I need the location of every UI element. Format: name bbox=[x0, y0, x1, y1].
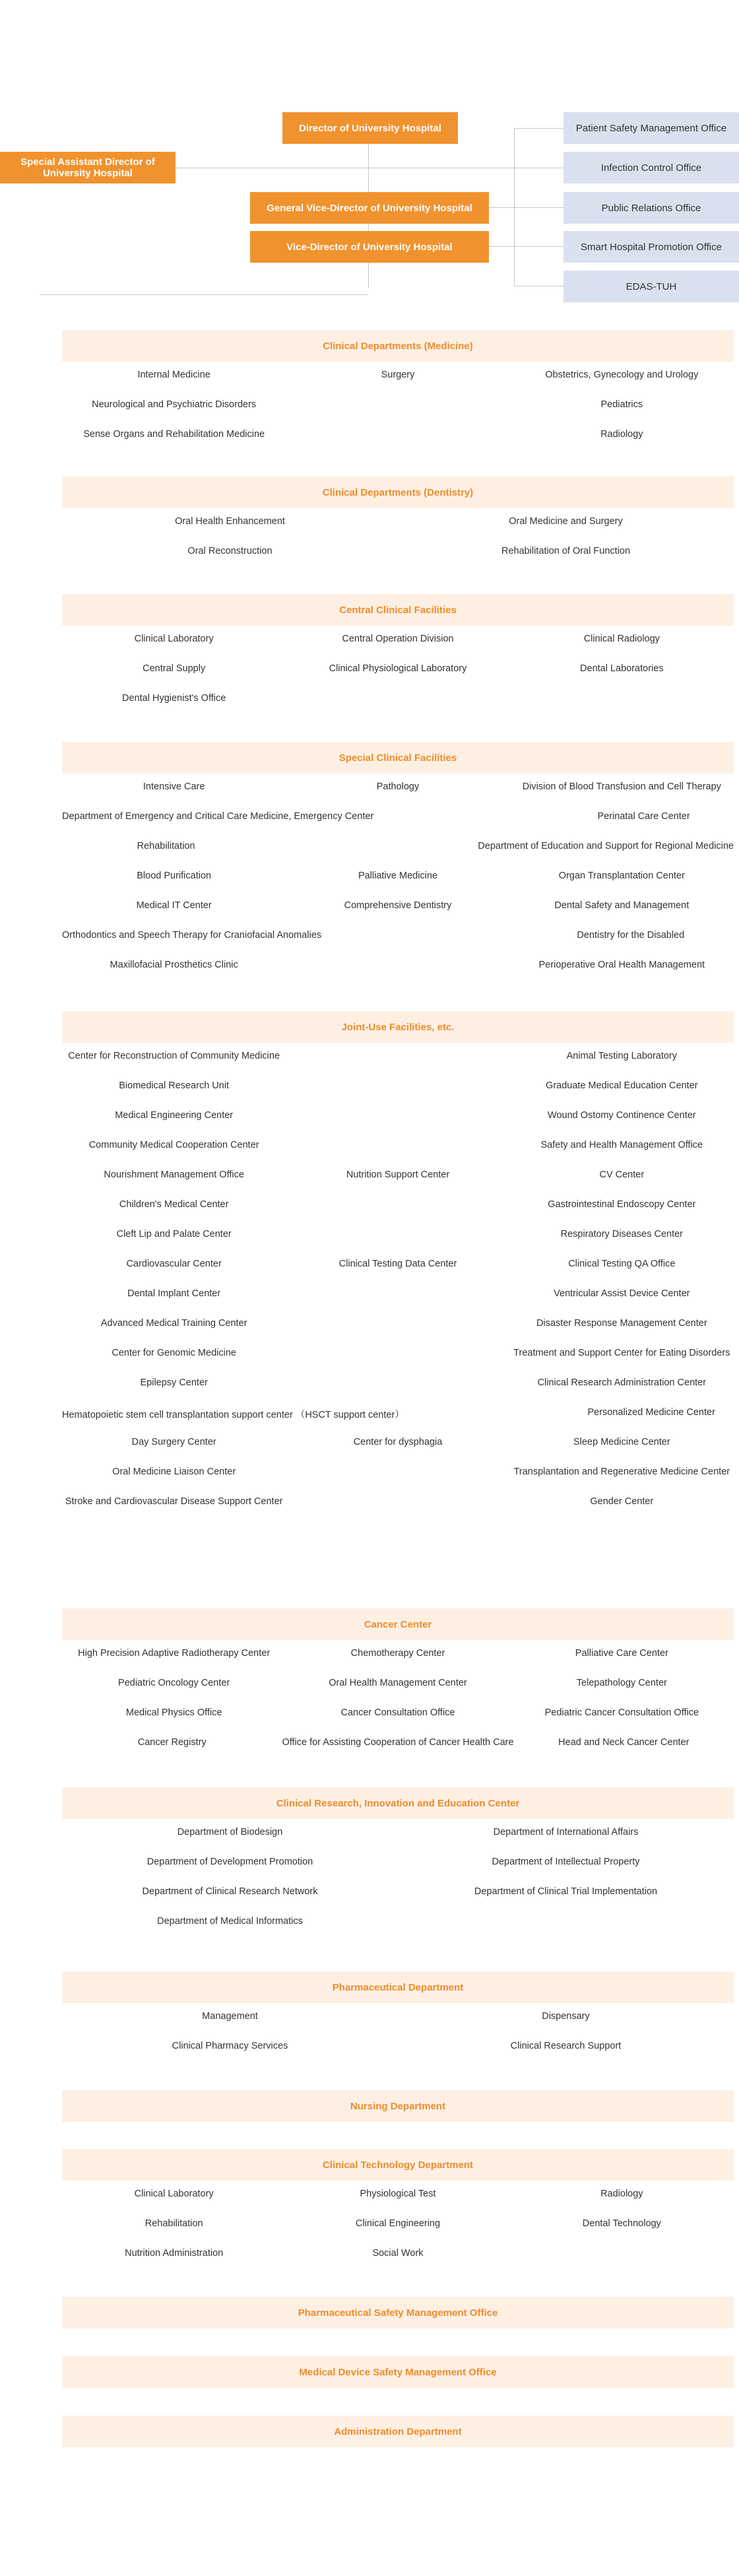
unit-row bbox=[62, 1229, 734, 1246]
unit-label: Transplantation and Regenerative Medicine Center bbox=[513, 1467, 730, 1477]
unit-label bbox=[404, 1407, 569, 1424]
unit-label: Clinical Testing QA Office bbox=[568, 1259, 676, 1269]
section-header bbox=[62, 1787, 734, 1819]
office-box: Patient Safety Management Office bbox=[563, 112, 739, 144]
office-box: Public Relations Office bbox=[563, 192, 739, 224]
unit-label: Stroke and Cardiovascular Disease Support Center bbox=[65, 1496, 283, 1507]
unit-label: Personalized Medicine Center bbox=[587, 1407, 715, 1418]
director-box: Director of University Hospital bbox=[282, 112, 458, 144]
unit-label: Biomedical Research Unit bbox=[119, 1080, 230, 1091]
section-header bbox=[62, 594, 734, 626]
unit-label: Rehabilitation of Oral Function bbox=[501, 546, 631, 556]
unit-row bbox=[62, 693, 734, 710]
unit-label: Social Work bbox=[372, 2248, 424, 2259]
unit-row bbox=[62, 811, 734, 828]
unit-label: Gastrointestinal Endoscopy Center bbox=[548, 1199, 696, 1210]
unit-label: Comprehensive Dentistry bbox=[344, 900, 452, 911]
unit-label: Department of Education and Support for Regional Medicine bbox=[478, 841, 734, 851]
unit-row bbox=[62, 2011, 734, 2028]
unit-label bbox=[373, 811, 554, 828]
unit-label: Cardiovascular Center bbox=[126, 1259, 222, 1269]
unit-row bbox=[62, 1110, 734, 1127]
unit-label: Oral Reconstruction bbox=[187, 546, 273, 556]
unit-label bbox=[286, 960, 509, 977]
unit-label: Dental Implant Center bbox=[127, 1288, 221, 1299]
unit-row bbox=[62, 370, 734, 387]
unit-label: Maxillofacial Prosthetics Clinic bbox=[110, 960, 238, 970]
unit-label: Dental Technology bbox=[582, 2218, 661, 2229]
unit-row bbox=[62, 781, 734, 799]
unit-row bbox=[62, 2041, 734, 2058]
unit-row bbox=[62, 1199, 734, 1216]
unit-label: Management bbox=[202, 2011, 258, 2022]
unit-row bbox=[62, 1170, 734, 1187]
unit-row bbox=[62, 1259, 734, 1276]
section-title: Administration Department bbox=[334, 2426, 462, 2437]
unit-label: Dental Hygienist's Office bbox=[122, 693, 226, 704]
unit-label: Clinical Radiology bbox=[583, 634, 660, 644]
unit-label bbox=[286, 1140, 509, 1157]
office-box: EDAS-TUH bbox=[563, 271, 739, 302]
office-box: Infection Control Office bbox=[563, 152, 739, 183]
unit-row bbox=[62, 1318, 734, 1335]
unit-label: Central Operation Division bbox=[342, 634, 454, 644]
unit-row bbox=[62, 841, 734, 858]
unit-label: Department of Development Promotion bbox=[146, 1857, 313, 1867]
unit-label: Perioperative Oral Health Management bbox=[538, 960, 705, 970]
unit-label: Graduate Medical Education Center bbox=[546, 1080, 698, 1091]
unit-label: Physiological Test bbox=[360, 2189, 436, 2199]
unit-label: Clinical Testing Data Center bbox=[338, 1259, 457, 1269]
unit-label: Rehabilitation bbox=[137, 841, 195, 851]
section-header bbox=[62, 477, 734, 508]
unit-label: Treatment and Support Center for Eating Disorders bbox=[513, 1348, 730, 1358]
unit-label: Surgery bbox=[381, 370, 415, 380]
unit-label bbox=[270, 841, 478, 858]
section-title: Clinical Departments (Dentistry) bbox=[322, 486, 474, 498]
unit-label bbox=[286, 693, 509, 710]
unit-label: Pediatric Oncology Center bbox=[118, 1678, 230, 1688]
section-title: Central Clinical Facilities bbox=[339, 604, 457, 616]
unit-label: Department of Clinical Research Network bbox=[142, 1886, 318, 1897]
unit-label: Department of Intellectual Property bbox=[492, 1857, 640, 1867]
unit-label bbox=[398, 1916, 734, 1933]
unit-label: CV Center bbox=[599, 1170, 645, 1180]
unit-row bbox=[62, 1496, 734, 1513]
section-title: Clinical Departments (Medicine) bbox=[323, 340, 473, 352]
unit-row bbox=[62, 1707, 734, 1725]
unit-label: Central Supply bbox=[143, 663, 206, 674]
section-header bbox=[62, 2356, 734, 2388]
unit-label: Radiology bbox=[600, 2189, 643, 2199]
unit-label: Palliative Medicine bbox=[358, 871, 438, 881]
unit-label: Cleft Lip and Palate Center bbox=[116, 1229, 232, 1239]
unit-label: Medical IT Center bbox=[136, 900, 212, 911]
unit-row bbox=[62, 1377, 734, 1395]
unit-label: Telepathology Center bbox=[576, 1678, 667, 1688]
unit-label: Sleep Medicine Center bbox=[573, 1437, 670, 1447]
unit-label: Blood Purification bbox=[137, 871, 212, 881]
unit-label: Head and Neck Cancer Center bbox=[558, 1737, 690, 1748]
unit-label: Radiology bbox=[600, 429, 643, 440]
section-title: Clinical Technology Department bbox=[322, 2159, 474, 2171]
unit-row bbox=[62, 516, 734, 533]
unit-label: Organ Transplantation Center bbox=[558, 871, 685, 881]
unit-label: Cancer Consultation Office bbox=[340, 1707, 455, 1718]
unit-row bbox=[62, 663, 734, 680]
unit-label bbox=[286, 399, 509, 416]
unit-label: Dentistry for the Disabled bbox=[577, 930, 685, 941]
unit-label bbox=[286, 1496, 509, 1513]
section-header bbox=[62, 2090, 734, 2122]
general-vice-director-box: General Vice-Director of University Hospital bbox=[250, 192, 489, 224]
unit-row bbox=[62, 1916, 734, 1933]
unit-label: Medical Physics Office bbox=[125, 1707, 222, 1718]
unit-label: Department of International Affairs bbox=[493, 1827, 639, 1837]
unit-row bbox=[62, 871, 734, 888]
unit-label: Dispensary bbox=[542, 2011, 590, 2022]
unit-row bbox=[62, 1886, 734, 1903]
unit-label: Dental Safety and Management bbox=[554, 900, 690, 911]
unit-label: Disaster Response Management Center bbox=[536, 1318, 707, 1329]
unit-row bbox=[62, 1737, 734, 1754]
unit-label: Clinical Laboratory bbox=[134, 2189, 214, 2199]
unit-label: Clinical Physiological Laboratory bbox=[329, 663, 467, 674]
unit-label: Medical Engineering Center bbox=[115, 1110, 234, 1121]
unit-label: Perinatal Care Center bbox=[597, 811, 690, 822]
connector-line bbox=[488, 207, 515, 208]
unit-label: Internal Medicine bbox=[137, 370, 210, 380]
unit-label bbox=[286, 1080, 509, 1098]
unit-label: Nutrition Administration bbox=[125, 2248, 224, 2259]
section-title: Pharmaceutical Department bbox=[332, 1981, 464, 1993]
unit-row bbox=[62, 960, 734, 977]
unit-row bbox=[62, 1288, 734, 1305]
unit-label: Pediatrics bbox=[600, 399, 643, 410]
unit-row bbox=[62, 1827, 734, 1844]
unit-row bbox=[62, 1857, 734, 1874]
section-title: Clinical Research, Innovation and Education Center bbox=[276, 1797, 520, 1809]
unit-label: Office for Assisting Cooperation of Cancer Health Care bbox=[282, 1737, 514, 1748]
unit-row bbox=[62, 546, 734, 563]
unit-label: Nourishment Management Office bbox=[104, 1170, 244, 1180]
unit-label: Clinical Laboratory bbox=[134, 634, 214, 644]
unit-label: Center for Reconstruction of Community Medicine bbox=[68, 1051, 280, 1061]
unit-label: Dental Laboratories bbox=[580, 663, 664, 674]
unit-label: Community Medical Cooperation Center bbox=[88, 1140, 259, 1150]
unit-row bbox=[62, 1140, 734, 1157]
section-header bbox=[62, 742, 734, 774]
unit-label: Respiratory Diseases Center bbox=[560, 1229, 683, 1239]
unit-label: Rehabilitation bbox=[145, 2218, 203, 2229]
vice-director-box: Vice-Director of University Hospital bbox=[250, 231, 489, 263]
unit-label bbox=[286, 1110, 509, 1127]
office-box: Smart Hospital Promotion Office bbox=[563, 231, 739, 263]
unit-label bbox=[286, 1051, 509, 1068]
section-title: Joint-Use Facilities, etc. bbox=[341, 1021, 455, 1033]
unit-label: Wound Ostomy Continence Center bbox=[548, 1110, 696, 1121]
section-title: Pharmaceutical Safety Management Office bbox=[298, 2307, 498, 2319]
unit-label: Oral Medicine and Surgery bbox=[509, 516, 623, 527]
connector-line bbox=[488, 246, 515, 247]
unit-label: Clinical Engineering bbox=[355, 2218, 441, 2229]
unit-label: Obstetrics, Gynecology and Urology bbox=[545, 370, 699, 380]
unit-label: Clinical Pharmacy Services bbox=[172, 2041, 288, 2051]
section-header bbox=[62, 2149, 734, 2181]
unit-row bbox=[62, 1407, 734, 1424]
unit-row bbox=[62, 2218, 734, 2235]
unit-label: Nutrition Support Center bbox=[346, 1170, 450, 1180]
unit-label: Children's Medical Center bbox=[119, 1199, 229, 1210]
connector-line bbox=[514, 246, 563, 247]
unit-label bbox=[286, 1318, 509, 1335]
section-title: Cancer Center bbox=[364, 1618, 432, 1630]
unit-row bbox=[62, 2248, 734, 2265]
unit-label: Ventricular Assist Device Center bbox=[554, 1288, 690, 1299]
unit-label: Palliative Care Center bbox=[575, 1648, 668, 1659]
unit-label bbox=[286, 1288, 509, 1305]
unit-row bbox=[62, 1080, 734, 1098]
unit-label: Neurological and Psychiatric Disorders bbox=[92, 399, 257, 410]
unit-row bbox=[62, 1467, 734, 1484]
unit-row bbox=[62, 1348, 734, 1365]
unit-label: Department of Biodesign bbox=[177, 1827, 283, 1837]
unit-label: Oral Health Enhancement bbox=[175, 516, 285, 527]
special-assistant-box: Special Assistant Director of University Hospital bbox=[0, 152, 176, 183]
unit-label: Pediatric Cancer Consultation Office bbox=[544, 1707, 699, 1718]
unit-row bbox=[62, 2189, 734, 2206]
unit-row bbox=[62, 1051, 734, 1068]
unit-label: Oral Health Management Center bbox=[329, 1678, 467, 1688]
unit-label: Cancer Registry bbox=[137, 1737, 207, 1748]
unit-label: Department of Medical Informatics bbox=[157, 1916, 303, 1927]
unit-row bbox=[62, 399, 734, 416]
unit-label: Day Surgery Center bbox=[131, 1437, 216, 1447]
section-header bbox=[62, 330, 734, 362]
unit-row bbox=[62, 1678, 734, 1695]
connector-line bbox=[40, 294, 368, 295]
unit-label: Department of Clinical Trial Implementation bbox=[474, 1886, 658, 1897]
unit-label: Department of Emergency and Critical Care Medicine, Emergency Center bbox=[62, 811, 374, 822]
connector-line bbox=[514, 128, 563, 129]
unit-row bbox=[62, 634, 734, 651]
unit-row bbox=[62, 1648, 734, 1665]
unit-label: Gender Center bbox=[590, 1496, 654, 1507]
unit-label: Division of Blood Transfusion and Cell Therapy bbox=[522, 781, 721, 792]
unit-label: Chemotherapy Center bbox=[350, 1648, 445, 1659]
section-header bbox=[62, 2297, 734, 2328]
unit-label: Clinical Research Support bbox=[510, 2041, 622, 2051]
unit-label: Hematopoietic stem cell transplantation support center （HSCT support center） bbox=[62, 1410, 404, 1420]
unit-label: Safety and Health Management Office bbox=[540, 1140, 703, 1150]
section-title: Nursing Department bbox=[350, 2100, 446, 2112]
unit-label bbox=[286, 429, 509, 446]
unit-label: Epilepsy Center bbox=[140, 1377, 208, 1388]
unit-label: Orthodontics and Speech Therapy for Craniofacial Anomalies bbox=[62, 930, 322, 941]
section-title: Special Clinical Facilities bbox=[338, 752, 457, 764]
unit-label bbox=[286, 1467, 509, 1484]
unit-label: Sense Organs and Rehabilitation Medicine bbox=[83, 429, 265, 440]
unit-label: Oral Medicine Liaison Center bbox=[112, 1467, 236, 1477]
unit-label bbox=[321, 930, 527, 947]
unit-label bbox=[510, 2248, 734, 2265]
unit-label: Center for dysphagia bbox=[353, 1437, 443, 1447]
unit-label: Advanced Medical Training Center bbox=[100, 1318, 247, 1329]
section-header bbox=[62, 1608, 734, 1640]
unit-label: Clinical Research Administration Center bbox=[537, 1377, 707, 1388]
section-header bbox=[62, 1971, 734, 2003]
unit-row bbox=[62, 930, 734, 947]
section-header bbox=[62, 2416, 734, 2447]
unit-label bbox=[286, 1348, 509, 1365]
unit-label: High Precision Adaptive Radiotherapy Center bbox=[78, 1648, 271, 1659]
section-title: Medical Device Safety Management Office bbox=[299, 2366, 497, 2378]
unit-label bbox=[286, 1229, 509, 1246]
unit-row bbox=[62, 1437, 734, 1454]
unit-label: Intensive Care bbox=[143, 781, 205, 792]
section-header bbox=[62, 1011, 734, 1043]
unit-label: Animal Testing Laboratory bbox=[566, 1051, 678, 1061]
unit-label bbox=[286, 1377, 509, 1395]
unit-row bbox=[62, 429, 734, 446]
unit-label bbox=[286, 1199, 509, 1216]
unit-label: Center for Genomic Medicine bbox=[112, 1348, 236, 1358]
unit-row bbox=[62, 900, 734, 917]
unit-label: Pathology bbox=[376, 781, 420, 792]
unit-label bbox=[510, 693, 734, 710]
connector-line bbox=[514, 207, 563, 208]
